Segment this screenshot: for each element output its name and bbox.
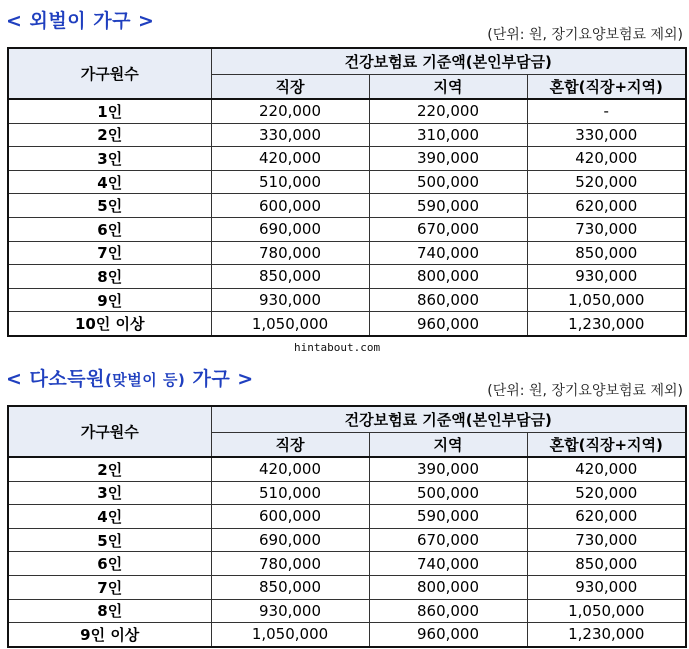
mixed-cell: 1,230,000	[527, 623, 686, 647]
header-group: 건강보험료 기준액(본인부담금)	[211, 48, 686, 75]
header-household: 가구원수	[8, 406, 211, 457]
household-cell: 8인	[8, 599, 211, 623]
workplace-cell: 600,000	[211, 194, 369, 218]
regional-cell: 860,000	[369, 288, 527, 312]
table-row	[8, 288, 686, 312]
mixed-cell: 330,000	[527, 123, 686, 147]
regional-cell: 310,000	[369, 123, 527, 147]
table-row	[8, 265, 686, 289]
workplace-cell: 420,000	[211, 457, 369, 481]
workplace-cell: 1,050,000	[211, 312, 369, 336]
section1-table	[7, 47, 687, 337]
regional-cell: 500,000	[369, 481, 527, 505]
header-regional: 지역	[369, 75, 527, 100]
section1-title: < 외벌이 가구 >	[6, 10, 155, 32]
table-row	[8, 99, 686, 123]
mixed-cell: 1,050,000	[527, 288, 686, 312]
header-mixed: 혼합(직장+지역)	[527, 75, 686, 100]
table-row	[8, 241, 686, 265]
regional-cell: 390,000	[369, 457, 527, 481]
table-row	[8, 217, 686, 241]
workplace-cell: 930,000	[211, 599, 369, 623]
mixed-cell: 520,000	[527, 481, 686, 505]
table-row	[8, 312, 686, 336]
mixed-cell: 930,000	[527, 575, 686, 599]
table-row	[8, 552, 686, 576]
mixed-cell: 1,050,000	[527, 599, 686, 623]
regional-cell: 960,000	[369, 312, 527, 336]
section2-unit-note: (단위: 원, 장기요양보험료 제외)	[487, 383, 683, 399]
workplace-cell: 420,000	[211, 147, 369, 171]
mixed-cell: 1,230,000	[527, 312, 686, 336]
regional-cell: 740,000	[369, 552, 527, 576]
household-cell: 2인	[8, 123, 211, 147]
table-row	[8, 623, 686, 647]
workplace-cell: 930,000	[211, 288, 369, 312]
section2-table	[7, 405, 687, 648]
table-row	[8, 528, 686, 552]
header-regional: 지역	[369, 433, 527, 458]
table-row	[8, 123, 686, 147]
regional-cell: 670,000	[369, 528, 527, 552]
watermark: hintabout.com	[294, 341, 381, 354]
regional-cell: 590,000	[369, 194, 527, 218]
workplace-cell: 780,000	[211, 552, 369, 576]
section2-title-suffix: 가구 >	[192, 368, 254, 390]
workplace-cell: 600,000	[211, 505, 369, 529]
regional-cell: 220,000	[369, 99, 527, 123]
header-group: 건강보험료 기준액(본인부담금)	[211, 406, 686, 433]
mixed-cell: 520,000	[527, 170, 686, 194]
workplace-cell: 220,000	[211, 99, 369, 123]
mixed-cell: -	[527, 99, 686, 123]
table-row	[8, 147, 686, 171]
household-cell: 6인	[8, 217, 211, 241]
section2-title-small: (맞벌이 등)	[104, 371, 186, 389]
household-cell: 6인	[8, 552, 211, 576]
household-cell: 4인	[8, 170, 211, 194]
household-cell: 5인	[8, 194, 211, 218]
section1-unit-note: (단위: 원, 장기요양보험료 제외)	[487, 27, 683, 43]
workplace-cell: 510,000	[211, 170, 369, 194]
household-cell: 5인	[8, 528, 211, 552]
mixed-cell: 850,000	[527, 241, 686, 265]
header-workplace: 직장	[211, 75, 369, 100]
regional-cell: 800,000	[369, 575, 527, 599]
regional-cell: 740,000	[369, 241, 527, 265]
workplace-cell: 1,050,000	[211, 623, 369, 647]
household-cell: 1인	[8, 99, 211, 123]
mixed-cell: 930,000	[527, 265, 686, 289]
household-cell: 7인	[8, 241, 211, 265]
regional-cell: 800,000	[369, 265, 527, 289]
header-workplace: 직장	[211, 433, 369, 458]
section2-title	[6, 364, 254, 391]
household-cell: 10인 이상	[8, 312, 211, 336]
household-cell: 7인	[8, 575, 211, 599]
household-cell: 9인 이상	[8, 623, 211, 647]
section2-title-prefix: < 다소득원	[6, 368, 105, 390]
regional-cell: 590,000	[369, 505, 527, 529]
workplace-cell: 780,000	[211, 241, 369, 265]
table-row	[8, 481, 686, 505]
regional-cell: 960,000	[369, 623, 527, 647]
household-cell: 3인	[8, 481, 211, 505]
table-row	[8, 457, 686, 481]
table-row	[8, 575, 686, 599]
workplace-cell: 510,000	[211, 481, 369, 505]
table-row	[8, 170, 686, 194]
workplace-cell: 850,000	[211, 575, 369, 599]
table-row	[8, 599, 686, 623]
mixed-cell: 620,000	[527, 194, 686, 218]
table-row	[8, 194, 686, 218]
mixed-cell: 420,000	[527, 457, 686, 481]
household-cell: 3인	[8, 147, 211, 171]
header-mixed: 혼합(직장+지역)	[527, 433, 686, 458]
regional-cell: 860,000	[369, 599, 527, 623]
workplace-cell: 690,000	[211, 217, 369, 241]
workplace-cell: 690,000	[211, 528, 369, 552]
regional-cell: 390,000	[369, 147, 527, 171]
mixed-cell: 420,000	[527, 147, 686, 171]
household-cell: 9인	[8, 288, 211, 312]
household-cell: 4인	[8, 505, 211, 529]
table-row	[8, 505, 686, 529]
regional-cell: 500,000	[369, 170, 527, 194]
mixed-cell: 730,000	[527, 217, 686, 241]
regional-cell: 670,000	[369, 217, 527, 241]
household-cell: 8인	[8, 265, 211, 289]
household-cell: 2인	[8, 457, 211, 481]
header-household: 가구원수	[8, 48, 211, 99]
mixed-cell: 620,000	[527, 505, 686, 529]
workplace-cell: 850,000	[211, 265, 369, 289]
mixed-cell: 730,000	[527, 528, 686, 552]
mixed-cell: 850,000	[527, 552, 686, 576]
workplace-cell: 330,000	[211, 123, 369, 147]
